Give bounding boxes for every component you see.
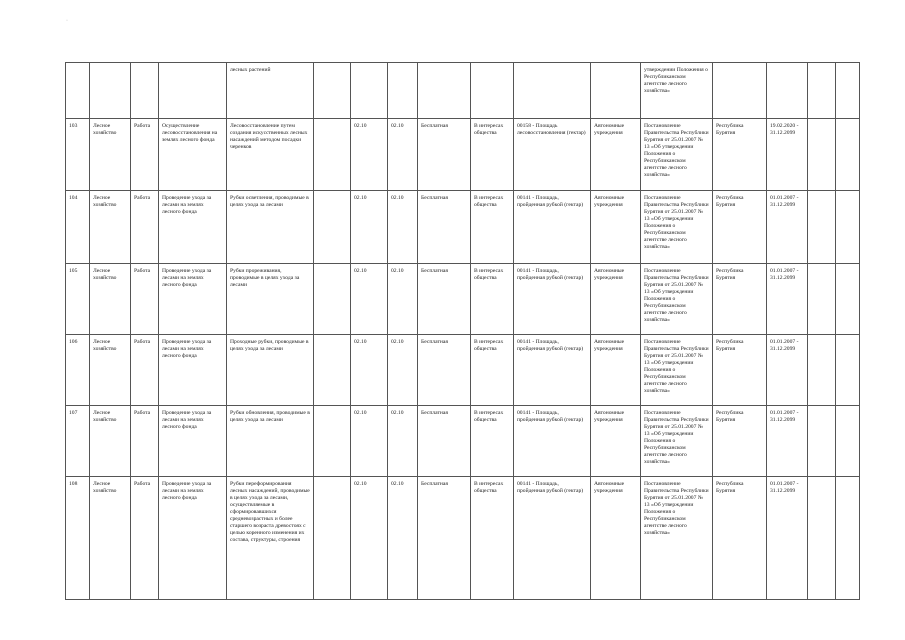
cell-code1: 02.10 <box>351 477 388 600</box>
continuation-row <box>66 63 860 119</box>
table-row <box>66 406 860 477</box>
cell-period <box>767 63 808 119</box>
cell-basis: утверждении Положения о Республиканском агентстве лесного хозяйства» <box>641 63 713 119</box>
cell-no: 106 <box>66 335 90 406</box>
cell-code1: 02.10 <box>351 264 388 335</box>
cell-indicator: 00141 - Площадь, пройденная рубкой (гектар) <box>514 477 591 600</box>
cell-kind: Работа <box>131 477 159 600</box>
cell-payment: Бесплатная <box>418 119 471 191</box>
cell-name: Проведение ухода за лесами на землях лесного фонда <box>159 406 227 477</box>
cell-extra <box>836 119 860 191</box>
cell-blank <box>314 406 351 477</box>
cell-no: 103 <box>66 119 90 191</box>
cell-indicator: 00141 - Площадь, пройденная рубкой (гектар) <box>514 406 591 477</box>
cell-interest <box>471 63 514 119</box>
cell-blank <box>314 63 351 119</box>
cell-region: Республика Бурятия <box>713 264 767 335</box>
cell-extra <box>836 264 860 335</box>
cell-region <box>713 63 767 119</box>
cell-sphere: Лесное хозяйство <box>90 477 131 600</box>
cell-name: Проведение ухода за лесами на землях лесного фонда <box>159 264 227 335</box>
cell-code1 <box>351 63 388 119</box>
cell-indicator: 00158 - Площадь лесовосстановления (гектар) <box>514 119 591 191</box>
cell-institution: Автономные учреждения <box>591 477 641 600</box>
cell-code1: 02.10 <box>351 335 388 406</box>
cell-code1: 02.10 <box>351 119 388 191</box>
cell-code1: 02.10 <box>351 406 388 477</box>
cell-work: Рубки прореживания, проводимые в целях ухода за лесами <box>227 264 314 335</box>
cell-no: 107 <box>66 406 90 477</box>
cell-extra <box>808 119 836 191</box>
cell-kind: Работа <box>131 264 159 335</box>
cell-institution: Автономные учреждения <box>591 406 641 477</box>
cell-interest: В интересах общества <box>471 335 514 406</box>
cell-name: Проведение ухода за лесами на землях лесного фонда <box>159 335 227 406</box>
cell-region: Республика Бурятия <box>713 477 767 600</box>
cell-interest: В интересах общества <box>471 264 514 335</box>
cell-name: Проведение ухода за лесами на землях лесного фонда <box>159 477 227 600</box>
cell-basis: Постановление Правительства Республики Бурятия от 25.01.2007 № 13 «Об утверждении Положения о Республиканском агентстве лесного хозяйства» <box>641 477 713 600</box>
cell-extra <box>808 63 836 119</box>
cell-region: Республика Бурятия <box>713 191 767 264</box>
cell-payment: Бесплатная <box>418 264 471 335</box>
cell-extra <box>836 477 860 600</box>
cell-work: Лесовосстановление путем создания искусственных лесных насаждений методом посадки черенков <box>227 119 314 191</box>
cell-kind: Работа <box>131 119 159 191</box>
cell-institution: Автономные учреждения <box>591 264 641 335</box>
cell-sphere: Лесное хозяйство <box>90 406 131 477</box>
cell-institution: Автономные учреждения <box>591 191 641 264</box>
cell-kind: Работа <box>131 406 159 477</box>
cell-blank <box>314 477 351 600</box>
cell-extra <box>836 191 860 264</box>
table-row <box>66 191 860 264</box>
cell-work: лесных растений <box>227 63 314 119</box>
cell-interest: В интересах общества <box>471 191 514 264</box>
cell-sphere: Лесное хозяйство <box>90 335 131 406</box>
cell-name: Осуществление лесовосстановления на землях лесного фонда <box>159 119 227 191</box>
cell-name <box>159 63 227 119</box>
cell-work: Рубки обновления, проводимые в целях ухода за лесами <box>227 406 314 477</box>
cell-kind: Работа <box>131 335 159 406</box>
cell-payment: Бесплатная <box>418 406 471 477</box>
cell-extra <box>808 191 836 264</box>
cell-payment: Бесплатная <box>418 335 471 406</box>
cell-interest: В интересах общества <box>471 406 514 477</box>
cell-sphere: Лесное хозяйство <box>90 119 131 191</box>
cell-region: Республика Бурятия <box>713 335 767 406</box>
cell-sphere: Лесное хозяйство <box>90 191 131 264</box>
cell-interest: В интересах общества <box>471 477 514 600</box>
cell-extra <box>808 264 836 335</box>
cell-code1: 02.10 <box>351 191 388 264</box>
cell-kind: Работа <box>131 191 159 264</box>
cell-work: Рубки осветления, проводимые в целях ухода за лесами <box>227 191 314 264</box>
cell-work: Проходные рубки, проводимые в целях ухода за лесами <box>227 335 314 406</box>
cell-period: 19.02.2020 - 31.12.2099 <box>767 119 808 191</box>
cell-basis: Постановление Правительства Республики Бурятия от 25.01.2007 № 13 «Об утверждении Положения о Республиканском агентстве лесного хозяйства» <box>641 191 713 264</box>
cell-code2: 02.10 <box>388 335 418 406</box>
cell-payment: Бесплатная <box>418 191 471 264</box>
cell-period: 01.01.2007 - 31.12.2099 <box>767 406 808 477</box>
cell-sphere: Лесное хозяйство <box>90 264 131 335</box>
cell-basis: Постановление Правительства Республики Бурятия от 25.01.2007 № 13 «Об утверждении Положения о Республиканском агентстве лесного хозяйства» <box>641 119 713 191</box>
cell-sphere <box>90 63 131 119</box>
cell-work: Рубки переформирования лесных насаждений, проводимые в целях ухода за лесами, осуществляемые в сформировавшихся средневозрастных и более старшего возраста древостоях с целью коренного изменения их состава, структуры, строения <box>227 477 314 600</box>
cell-no <box>66 63 90 119</box>
cell-code2: 02.10 <box>388 264 418 335</box>
page-mark: · <box>66 18 68 24</box>
cell-blank <box>314 191 351 264</box>
cell-extra <box>836 335 860 406</box>
cell-extra <box>836 406 860 477</box>
cell-code2 <box>388 63 418 119</box>
cell-code2: 02.10 <box>388 406 418 477</box>
cell-no: 104 <box>66 191 90 264</box>
cell-indicator: 00141 - Площадь, пройденная рубкой (гектар) <box>514 335 591 406</box>
table-row <box>66 477 860 600</box>
cell-extra <box>836 63 860 119</box>
cell-institution: Автономные учреждения <box>591 335 641 406</box>
table-row <box>66 264 860 335</box>
table-row <box>66 335 860 406</box>
cell-period: 01.01.2007 - 31.12.2099 <box>767 477 808 600</box>
cell-extra <box>808 406 836 477</box>
cell-blank <box>314 335 351 406</box>
table-row <box>66 119 860 191</box>
cell-kind <box>131 63 159 119</box>
cell-period: 01.01.2007 - 31.12.2099 <box>767 264 808 335</box>
cell-blank <box>314 264 351 335</box>
cell-period: 01.01.2007 - 31.12.2099 <box>767 335 808 406</box>
cell-region: Республика Бурятия <box>713 119 767 191</box>
cell-basis: Постановление Правительства Республики Бурятия от 25.01.2007 № 13 «Об утверждении Положения о Республиканском агентстве лесного хозяйства» <box>641 264 713 335</box>
cell-blank <box>314 119 351 191</box>
cell-no: 105 <box>66 264 90 335</box>
cell-code2: 02.10 <box>388 191 418 264</box>
cell-extra <box>808 477 836 600</box>
cell-payment: Бесплатная <box>418 477 471 600</box>
cell-indicator: 00141 - Площадь, пройденная рубкой (гектар) <box>514 264 591 335</box>
cell-code2: 02.10 <box>388 119 418 191</box>
cell-interest: В интересах общества <box>471 119 514 191</box>
services-table <box>65 62 860 600</box>
cell-name: Проведение ухода за лесами на землях лесного фонда <box>159 191 227 264</box>
cell-basis: Постановление Правительства Республики Бурятия от 25.01.2007 № 13 «Об утверждении Положения о Республиканском агентстве лесного хозяйства» <box>641 335 713 406</box>
cell-no: 108 <box>66 477 90 600</box>
cell-period: 01.01.2007 - 31.12.2099 <box>767 191 808 264</box>
cell-institution <box>591 63 641 119</box>
cell-code2: 02.10 <box>388 477 418 600</box>
cell-region: Республика Бурятия <box>713 406 767 477</box>
cell-basis: Постановление Правительства Республики Бурятия от 25.01.2007 № 13 «Об утверждении Положения о Республиканском агентстве лесного хозяйства» <box>641 406 713 477</box>
cell-institution: Автономные учреждения <box>591 119 641 191</box>
cell-payment <box>418 63 471 119</box>
cell-indicator <box>514 63 591 119</box>
cell-indicator: 00141 - Площадь, пройденная рубкой (гектар) <box>514 191 591 264</box>
cell-extra <box>808 335 836 406</box>
